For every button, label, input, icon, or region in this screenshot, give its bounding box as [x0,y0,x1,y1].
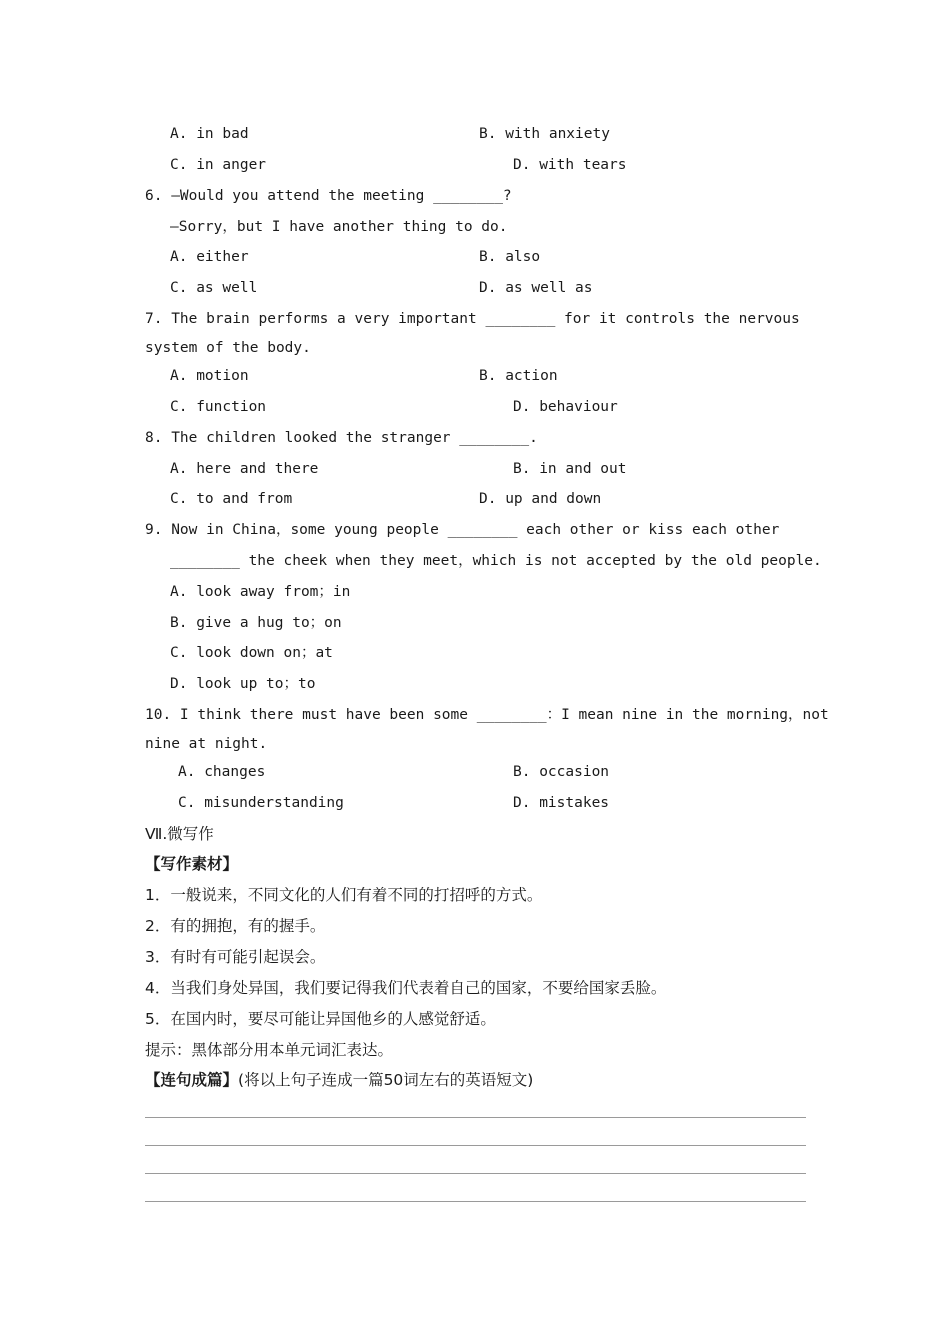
writing-material-heading [145,855,238,873]
q9-option-b: B. give a hug to；on [170,615,342,631]
q6-reply: —Sorry，but I have another thing to do. [170,219,508,235]
q7-option-b: B. action [479,368,558,384]
q5-option-a: A. in bad [170,126,249,142]
answer-line-3[interactable] [145,1173,806,1174]
q10-option-c: C. misunderstanding [178,795,344,811]
q9-stem-line2: ________ the cheek when they meet，which is not accepted by the old people. [170,553,822,569]
writing-item-1: 1．一般说来，不同文化的人们有着不同的打招呼的方式。 [145,886,543,904]
q6-option-b: B. also [479,249,541,265]
q8-option-b: B. in and out [513,461,627,477]
q10-stem-line2: nine at night. [145,736,268,752]
q8-stem: 8. The children looked the stranger ________. [145,430,538,446]
q5-option-c: C. in anger [170,157,267,173]
writing-material-heading-text: 【写作素材】 [145,855,239,873]
q7-option-c: C. function [170,399,267,415]
q9-option-a: A. look away from；in [170,584,351,600]
q7-option-d: D. behaviour [513,399,618,415]
q9-option-c: C. look down on；at [170,645,333,661]
writing-compose-row [145,1071,533,1089]
answer-line-2[interactable] [145,1145,806,1146]
q10-option-d: D. mistakes [513,795,610,811]
answer-line-4[interactable] [145,1201,806,1202]
q8-option-c: C. to and from [170,491,293,507]
writing-section-title: Ⅶ.微写作 [145,825,214,843]
q5-option-d: D. with tears [513,157,627,173]
q5-option-b: B. with anxiety [479,126,610,142]
writing-hint: 提示：黑体部分用本单元词汇表达。 [145,1041,394,1059]
q10-option-b: B. occasion [513,764,610,780]
q6-option-c: C. as well [170,280,258,296]
writing-item-2: 2．有的拥抱，有的握手。 [145,917,326,935]
q6-stem: 6. —Would you attend the meeting ________? [145,188,512,204]
q8-option-a: A. here and there [170,461,319,477]
q9-option-d: D. look up to；to [170,676,316,692]
q6-option-a: A. either [170,249,249,265]
writing-item-5: 5．在国内时，要尽可能让异国他乡的人感觉舒适。 [145,1010,496,1028]
q6-option-d: D. as well as [479,280,593,296]
q7-stem-line2: system of the body. [145,340,311,356]
q9-stem-line1: 9. Now in China，some young people ________ each other or kiss each other [145,522,780,538]
answer-line-1[interactable] [145,1117,806,1118]
q10-stem-line1: 10. I think there must have been some ________：I mean nine in the morning，not [145,707,829,723]
q7-stem-line1: 7. The brain performs a very important ________ for it controls the nervous [145,311,800,327]
q7-option-a: A. motion [170,368,249,384]
q8-option-d: D. up and down [479,491,602,507]
writing-compose-heading: 【连句成篇】 [145,1071,239,1089]
q10-option-a: A. changes [178,764,266,780]
writing-item-4: 4．当我们身处异国，我们要记得我们代表着自己的国家，不要给国家丢脸。 [145,979,667,997]
writing-compose-note: (将以上句子连成一篇50词左右的英语短文) [238,1071,534,1089]
writing-item-3: 3．有时有可能引起误会。 [145,948,326,966]
